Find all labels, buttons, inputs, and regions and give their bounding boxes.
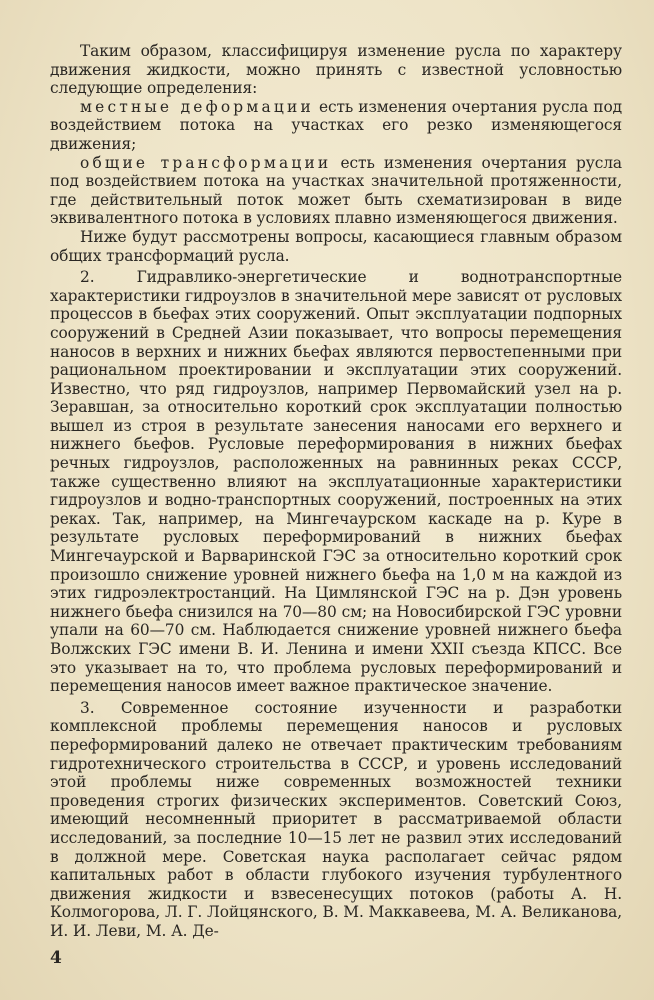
paragraph-definition-general xyxy=(50,154,622,228)
definition-general-text: есть изменения очертания русла под воздействием потока на участках значительной протяженности, где действительный поток может быть схематизирован в виде эквивалентного потока в условиях плавно изменяющегося движения. xyxy=(50,153,622,228)
paragraph-below: Ниже будут рассмотрены вопросы, касающиеся главным образом общих трансформаций русла. xyxy=(50,227,622,265)
term-general-transformations: общие трансформации xyxy=(80,153,332,172)
body-text xyxy=(50,42,622,941)
page-number: 4 xyxy=(50,948,62,968)
paragraph-section-3: 3. Современное состояние изученности и разработки комплексной проблемы перемещения наносов и русловых переформирований далеко не отвечает практическим требованиям гидротехнического строительства в СССР, и уровень исследований этой проблемы ниже современных возможностей техники проведения строгих физических экспериментов. Советский Союз, имеющий несомненный приоритет в рассматриваемой области исследований, за последние 10—15 лет не развил этих исследований в должной мере. Советская наука располагает сейчас рядом капитальных работ в области глубокого изучения турбулентного движения жидкости и взвесенесущих потоков (работы А. Н. Колмогорова, Л. Г. Лойцянского, В. М. Маккавеева, М. А. Великанова, И. И. Леви, М. А. Де- xyxy=(50,698,622,940)
definition-local-text: есть изменения очертания русла под воздействием потока на участках его резко изменяющегося движения; xyxy=(50,97,623,153)
term-local-deformations: местные деформации xyxy=(80,97,314,116)
paragraph-definition-local xyxy=(50,98,622,154)
paragraph-intro: Таким образом, классифицируя изменение русла по характеру движения жидкости, можно принять с известной условностью следующие определения: xyxy=(50,42,622,98)
paragraph-section-2: 2. Гидравлико-энергетические и воднотранспортные характеристики гидроузлов в значительной мере зависят от русловых процессов в бьефах этих сооружений. Опыт эксплуатации подпорных сооружений в Средней Азии показывает, что вопросы перемещения наносов в верхних и нижних бьефах являются первостепенными при рациональном проектировании и эксплуатации этих сооружений. Известно, что ряд гидроузлов, например Первомайский узел на р. Зеравшан, за относительно короткий срок эксплуатации полностью вышел из строя в результате занесения наносами его верхнего и нижнего бьефов. Русловые переформирования в нижних бьефах речных гидроузлов, расположенных на равнинных реках СССР, также существенно влияют на эксплуатационные характеристики гидроузлов и водно-транспортных сооружений, построенных на этих реках. Так, например, на Мингечаурском каскаде на р. Куре в результате русловых переформирований в нижних бьефах Мингечаурской и Варваринской ГЭС за относительно короткий срок произошло снижение уровней нижнего бьефа на 1,0 м на каждой из этих гидроэлектростанций. На Цимлянской ГЭС на р. Дэн уровень нижнего бьефа снизился на 70—80 см; на Новосибирской ГЭС уровни упали на 60—70 см. Наблюдается снижение уровней нижнего бьефа Волжских ГЭС имени В. И. Ленина и имени XXII съезда КПСС. Все это указывает на то, что проблема русловых переформирований и перемещения наносов имеет важное практическое значение. xyxy=(50,268,622,696)
